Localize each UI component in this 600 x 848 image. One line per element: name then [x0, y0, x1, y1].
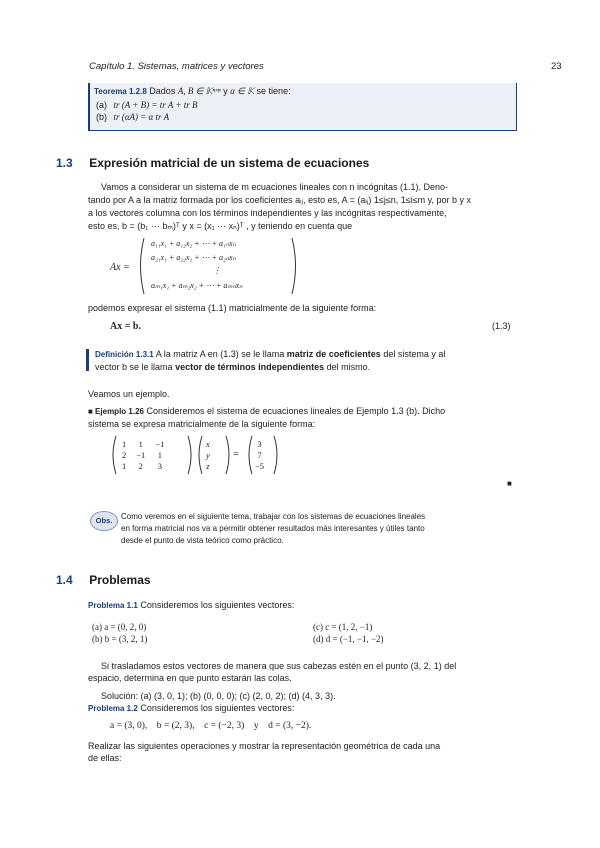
- paragraph-line: Vamos a considerar un sistema de m ecuaciones lineales con n incógnitas (1.1). Deno-: [101, 182, 449, 192]
- matrix-cell: −1: [155, 438, 165, 449]
- example-line-2: sistema se expresa matricialmente de la siguiente forma:: [88, 419, 316, 429]
- equation-number: (1.3): [492, 321, 511, 331]
- definition-term-2: vector de términos independientes: [175, 362, 325, 372]
- definition-bar: [86, 349, 89, 371]
- matrix-cell: 1: [122, 460, 127, 471]
- definition-text: del sistema y al: [383, 349, 446, 359]
- paragraph-line: Si trasladamos estos vectores de manera que sus cabezas estén en el punto (3, 2, 1) del: [101, 661, 457, 671]
- vector-cell: 3: [257, 438, 262, 449]
- obs-line-1: Como veremos en el siguiente tema, trabajar con los sistemas de ecuaciones lineales: [121, 512, 426, 521]
- paragraph-line: Realizar las siguientes operaciones y mostrar la representación geométrica de cada una: [88, 741, 441, 751]
- definition-text: del mismo.: [326, 362, 371, 372]
- theorem-text-b: y: [223, 86, 228, 96]
- page-number: 23: [551, 61, 562, 72]
- definition-term-1: matriz de coeficientes: [286, 349, 381, 359]
- paragraph-line: tando por A a la matriz formada por los coeficientes aᵢⱼ, esto es, A = (aᵢⱼ) 1≤j≤n, 1≤i≤m y, por b y x: [88, 195, 471, 205]
- example-label: ■ Ejemplo 1.26: [88, 407, 144, 416]
- definition-text: A la matriz A en (1.3) se le llama: [155, 349, 285, 359]
- example-text: Consideremos el sistema de ecuaciones lineales de Ejemplo 1.3 (b). Dicho: [146, 406, 446, 416]
- coefficient-matrix: [117, 438, 169, 471]
- definition-line-2: [95, 361, 370, 373]
- vector-item-d: (d) d = (−1, −1, −2): [313, 634, 384, 644]
- matrix-cell: 2: [122, 449, 127, 460]
- section-number: 1.4: [56, 573, 73, 587]
- theorem-text-c: se tiene:: [256, 86, 291, 96]
- vector-item-b: (b) b = (3, 2, 1): [92, 634, 148, 644]
- ax-row-vdots: ⋮: [213, 266, 221, 275]
- theorem-math-a: A, B ∈ 𝕂ⁿˣⁿ: [177, 86, 221, 96]
- theorem-item-b-math: tr (αA) = α tr A: [113, 112, 170, 122]
- section-heading-1-3: [56, 156, 369, 170]
- matrix-cell: −1: [136, 449, 146, 460]
- section-title: Expresión matricial de un sistema de ecuaciones: [89, 156, 370, 170]
- paragraph-line: de ellas:: [88, 753, 122, 763]
- problem-text: Consideremos los siguientes vectores:: [140, 703, 295, 713]
- example-line-1: [88, 405, 445, 418]
- matrix-cell: 3: [157, 460, 162, 471]
- vectors-equation: a = (3, 0), b = (2, 3), c = (−2, 3) y d = (3, −2).: [110, 721, 312, 731]
- vector-item-a: (a) a = (0, 2, 0): [92, 622, 147, 632]
- ax-row-1: a₁₁x₁ + a₁₂x₂ + ⋯ + a₁ₙxₙ: [151, 239, 236, 248]
- paragraph-line: podemos expresar el sistema (1.1) matricialmente de la siguiente forma:: [88, 303, 377, 313]
- definition-text: vector b se le llama: [95, 362, 173, 372]
- theorem-item-b-label: (b): [96, 112, 107, 122]
- vector-cell: −5: [255, 460, 265, 471]
- vector-cell: z: [206, 460, 210, 471]
- section-number: 1.3: [56, 156, 73, 170]
- theorem-math-b: α ∈ 𝕂: [230, 86, 255, 96]
- problem-1-1: [88, 599, 294, 612]
- obs-line-3: desde el punto de vista teórico como práctico.: [121, 536, 284, 545]
- ax-row-m: aₘ₁x₁ + aₘ₂x₂ + ⋯ + aₘₙxₙ: [151, 281, 243, 290]
- equals-sign: =: [233, 449, 239, 460]
- theorem-intro: [94, 86, 291, 97]
- obs-badge: Obs.: [90, 511, 118, 531]
- solution-text: Solución: (a) (3, 0, 1); (b) (0, 0, 0); (c) (2, 0, 2); (d) (4, 3, 3).: [101, 691, 336, 701]
- ax-label: Ax =: [110, 262, 130, 273]
- matrix-cell: 1: [157, 449, 162, 460]
- veamos-text: Veamos un ejemplo.: [88, 389, 170, 399]
- section-title: Problemas: [89, 573, 151, 587]
- paragraph-line: a los vectores columna con los términos independientes y las incógnitas respectivamente,: [88, 208, 447, 218]
- vector-cell: 7: [257, 449, 262, 460]
- theorem-item-a: [96, 100, 198, 110]
- ax-row-2: a₂₁x₁ + a₂₂x₂ + ⋯ + a₂ₙxₙ: [151, 253, 236, 262]
- definition-label: Definición 1.3.1: [95, 350, 154, 359]
- obs-line-2: en forma matricial nos va a permitir obtener resultados más interesantes y útiles tanto: [121, 524, 425, 533]
- vector-cell: x: [206, 438, 210, 449]
- problem-label: Problema 1.2: [88, 704, 138, 713]
- variable-vector: [201, 438, 215, 471]
- theorem-item-a-label: (a): [96, 100, 107, 110]
- theorem-label: Teorema 1.2.8: [94, 87, 147, 96]
- section-heading-1-4: [56, 573, 151, 587]
- problem-1-2: [88, 702, 294, 715]
- theorem-item-b: [96, 112, 169, 122]
- paragraph-line: espacio, determina en que punto estarán las colas.: [88, 673, 292, 683]
- running-header-chapter: Capítulo 1. Sistemas, matrices y vectores: [89, 61, 264, 72]
- vector-cell: y: [206, 449, 210, 460]
- matrix-cell: 1: [138, 438, 143, 449]
- theorem-text-a: Dados: [149, 86, 176, 96]
- problem-text: Consideremos los siguientes vectores:: [140, 600, 295, 610]
- matrix-cell: 2: [138, 460, 143, 471]
- vector-item-c: (c) c = (1, 2, −1): [313, 622, 373, 632]
- theorem-item-a-math: tr (A + B) = tr A + tr B: [113, 100, 198, 110]
- equation-ax-b: Ax = b.: [110, 321, 141, 332]
- matrix-cell: 1: [122, 438, 127, 449]
- rhs-vector: [250, 438, 269, 471]
- paragraph-line: esto es, b = (b₁ ⋯ bₘ)ᵀ y x = (x₁ ⋯ xₙ)ᵀ , y teniendo en cuenta que: [88, 221, 353, 231]
- definition-line-1: [95, 348, 445, 361]
- example-end-mark: ■: [507, 479, 512, 488]
- problem-label: Problema 1.1: [88, 601, 138, 610]
